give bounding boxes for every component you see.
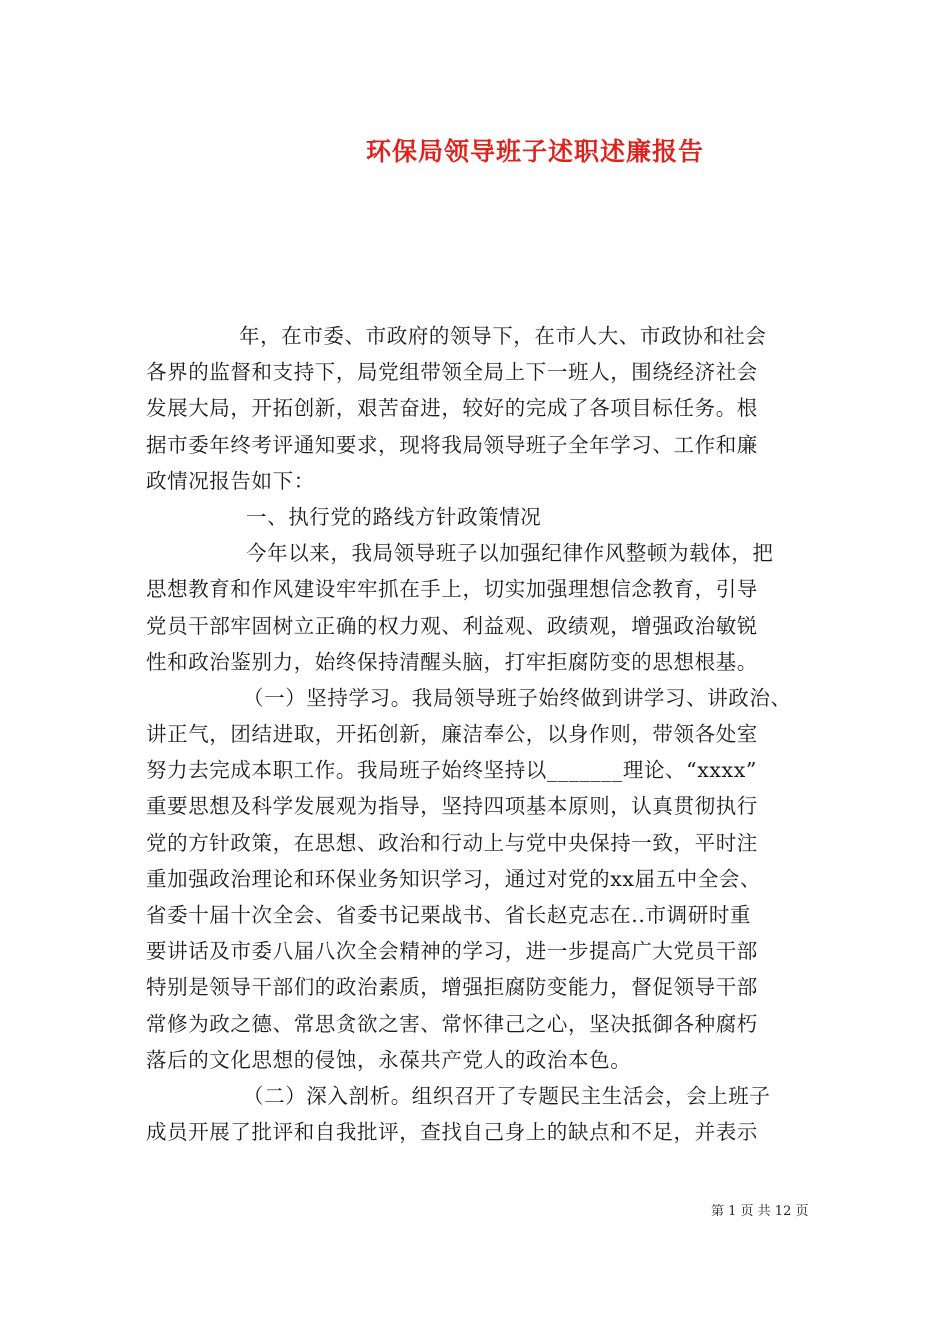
paragraph-line: 政情况报告如下： xyxy=(146,468,315,493)
paragraph-line: 努力去完成本职工作。我局班子始终坚持以_______理论、“xxxx” xyxy=(146,758,757,783)
paragraph-line: 讲正气，团结进取，开拓创新，廉洁奉公，以身作则，带领各处室 xyxy=(146,722,758,747)
document-title: 环保局领导班子述职述廉报告 xyxy=(365,137,704,166)
paragraph-line: （一）坚持学习。我局领导班子始终做到讲学习、讲政治、 xyxy=(243,685,792,710)
paragraph-line: 据市委年终考评通知要求，现将我局领导班子全年学习、工作和廉 xyxy=(146,432,758,457)
paragraph-line: 落后的文化思想的侵蚀，永葆共产党人的政治本色。 xyxy=(146,1047,632,1072)
paragraph-line: （二）深入剖析。组织召开了专题民主生活会，会上班子 xyxy=(243,1083,771,1108)
paragraph-line: 特别是领导干部们的政治素质，增强拒腐防变能力，督促领导干部 xyxy=(146,975,758,1000)
paragraph-line: 重要思想及科学发展观为指导，坚持四项基本原则，认真贯彻执行 xyxy=(146,794,758,819)
paragraph-line: 常修为政之德、常思贪欲之害、常怀律己之心，坚决抵御各种腐朽 xyxy=(146,1011,758,1036)
paragraph-line: 省委十届十次全会、省委书记栗战书、省长赵克志在..市调研时重 xyxy=(146,903,752,927)
paragraph-line: 党的方针政策，在思想、政治和行动上与党中央保持一致，平时注 xyxy=(146,830,758,855)
paragraph-line: 今年以来，我局领导班子以加强纪律作风整顿为载体，把 xyxy=(246,541,774,566)
page-number-footer: 第 1 页 共 12 页 xyxy=(711,1204,809,1219)
paragraph-line: 性和政治鉴别力，始终保持清醒头脑，打牢拒腐防变的思想根基。 xyxy=(146,649,758,674)
section-heading: 一、执行党的路线方针政策情况 xyxy=(246,504,542,529)
paragraph-line: 思想教育和作风建设牢牢抓在手上，切实加强理想信念教育，引导 xyxy=(146,577,758,602)
paragraph-line: 各界的监督和支持下，局党组带领全局上下一班人，围绕经济社会 xyxy=(146,360,758,385)
paragraph-line: 年，在市委、市政府的领导下，在市人大、市政协和社会 xyxy=(239,324,767,348)
paragraph-line: 成员开展了批评和自我批评，查找自己身上的缺点和不足，并表示 xyxy=(146,1120,758,1145)
paragraph-line: 发展大局，开拓创新，艰苦奋进，较好的完成了各项目标任务。根 xyxy=(146,396,758,421)
document-body xyxy=(146,318,806,1150)
paragraph-line: 要讲话及市委八届八次全会精神的学习，进一步提高广大党员干部 xyxy=(146,939,758,964)
paragraph-line: 党员干部牢固树立正确的权力观、利益观、政绩观，增强政治敏锐 xyxy=(146,613,758,638)
paragraph-line: 重加强政治理论和环保业务知识学习，通过对党的xx届五中全会、 xyxy=(146,866,762,891)
